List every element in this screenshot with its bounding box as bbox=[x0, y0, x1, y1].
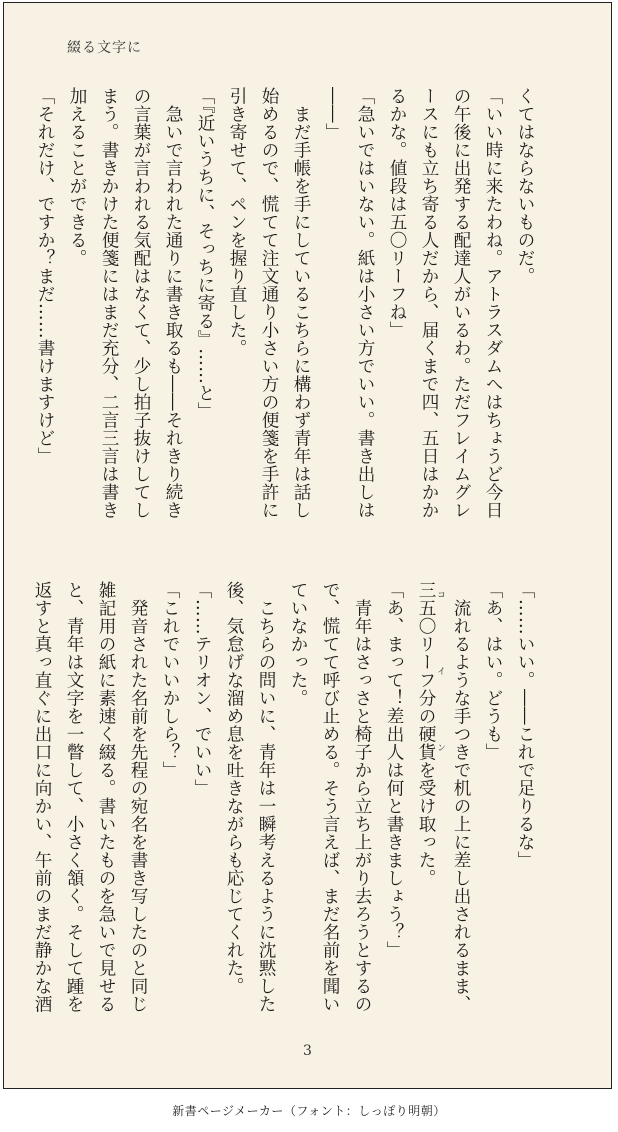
lower-text-block bbox=[32, 581, 541, 1041]
text-column: 後、気怠げな溜め息を吐きながらも応じてくれた。 bbox=[224, 581, 244, 995]
text-column: くてはならないものだ。 bbox=[515, 87, 535, 285]
upper-text-block bbox=[35, 87, 541, 547]
text-column: 急いで言われた通りに書き取るも――それきり続き bbox=[163, 87, 183, 519]
book-page bbox=[3, 2, 612, 1089]
text-column: まう。書きかけた便箋にはまだ充分、二言三言は書き bbox=[99, 87, 119, 519]
footer-credit: 新書ページメーカー（フォント：しっぽり明朝） bbox=[172, 1104, 446, 1118]
text-column: ースにも立ち寄る人だから、届くまで四、五日はかか bbox=[419, 87, 439, 519]
text-column: 「これでいいかしら？」 bbox=[160, 581, 180, 779]
text-column: 返すと真っ直ぐに出口に向かい、午前のまだ静かな酒 bbox=[32, 581, 52, 1013]
text-column: るかな。値段は五〇リーフね」 bbox=[387, 87, 407, 339]
ruby-line-rest: を受け取った。 bbox=[416, 761, 436, 887]
text-column: の午後に出発する配達人がいるわ。ただフレイムグレ bbox=[451, 87, 471, 519]
running-header: 綴る文字に bbox=[67, 40, 142, 56]
text-column: 「……テリオン、でいい」 bbox=[192, 581, 212, 797]
page-number: 3 bbox=[303, 1043, 312, 1059]
ruby-base-text: 三五〇リーフ分の硬貨 bbox=[416, 581, 436, 761]
coin-ruby bbox=[416, 581, 445, 761]
ruby-reading: コイン bbox=[435, 581, 445, 761]
text-column: 「それだけ、ですか？まだ……書けますけど」 bbox=[35, 87, 55, 465]
text-column: 「あ、まって！差出人は何と書きましょう？」 bbox=[384, 581, 404, 959]
text-column: で、慌てて呼び止める。そう言えば、まだ名前を聞い bbox=[320, 581, 340, 1013]
text-column: の言葉が言われる気配はなくて、少し拍子抜けしてし bbox=[131, 87, 151, 519]
text-column: 青年はさっさと椅子から立ち上がり去ろうとするの bbox=[352, 581, 372, 1013]
text-column: 「『近いうちに、そっちに寄る』……と」 bbox=[195, 87, 215, 421]
text-column: と、青年は文字を一瞥して、小さく頷く。そして踵を bbox=[64, 581, 84, 1013]
text-column: 「……いい。――これで足りるな」 bbox=[515, 581, 535, 869]
text-column: ていなかった。 bbox=[288, 581, 308, 707]
text-column: ――」 bbox=[323, 87, 343, 141]
text-column: 流れるような手つきで机の上に差し出されるまま、 bbox=[451, 581, 471, 1013]
text-column: 「急いではいない。紙は小さい方でいい。書き出しは bbox=[355, 87, 375, 519]
text-column: 雑記用の紙に素速く綴る。書いたものを急いで見せる bbox=[96, 581, 116, 1013]
text-column: まだ手帳を手にしているこちらに構わず青年は話し bbox=[291, 87, 311, 519]
text-column: 始めるので、慌てて注文通り小さい方の便箋を手許に bbox=[259, 87, 279, 519]
text-column-with-ruby bbox=[410, 581, 445, 1041]
text-column: 発音された名前を先程の宛名を書き写したのと同じ bbox=[128, 581, 148, 1013]
text-column: こちらの問いに、青年は一瞬考えるように沈黙した bbox=[256, 581, 276, 1013]
text-column: 「あ、はい。どうも」 bbox=[483, 581, 503, 761]
text-column: 「いい時に来たわね。アトラスダムへはちょうど今日 bbox=[483, 87, 503, 519]
coin-ruby-line bbox=[416, 581, 445, 761]
text-column: 引き寄せて、ペンを握り直した。 bbox=[227, 87, 247, 357]
text-column: 加えることができる。 bbox=[67, 87, 87, 267]
